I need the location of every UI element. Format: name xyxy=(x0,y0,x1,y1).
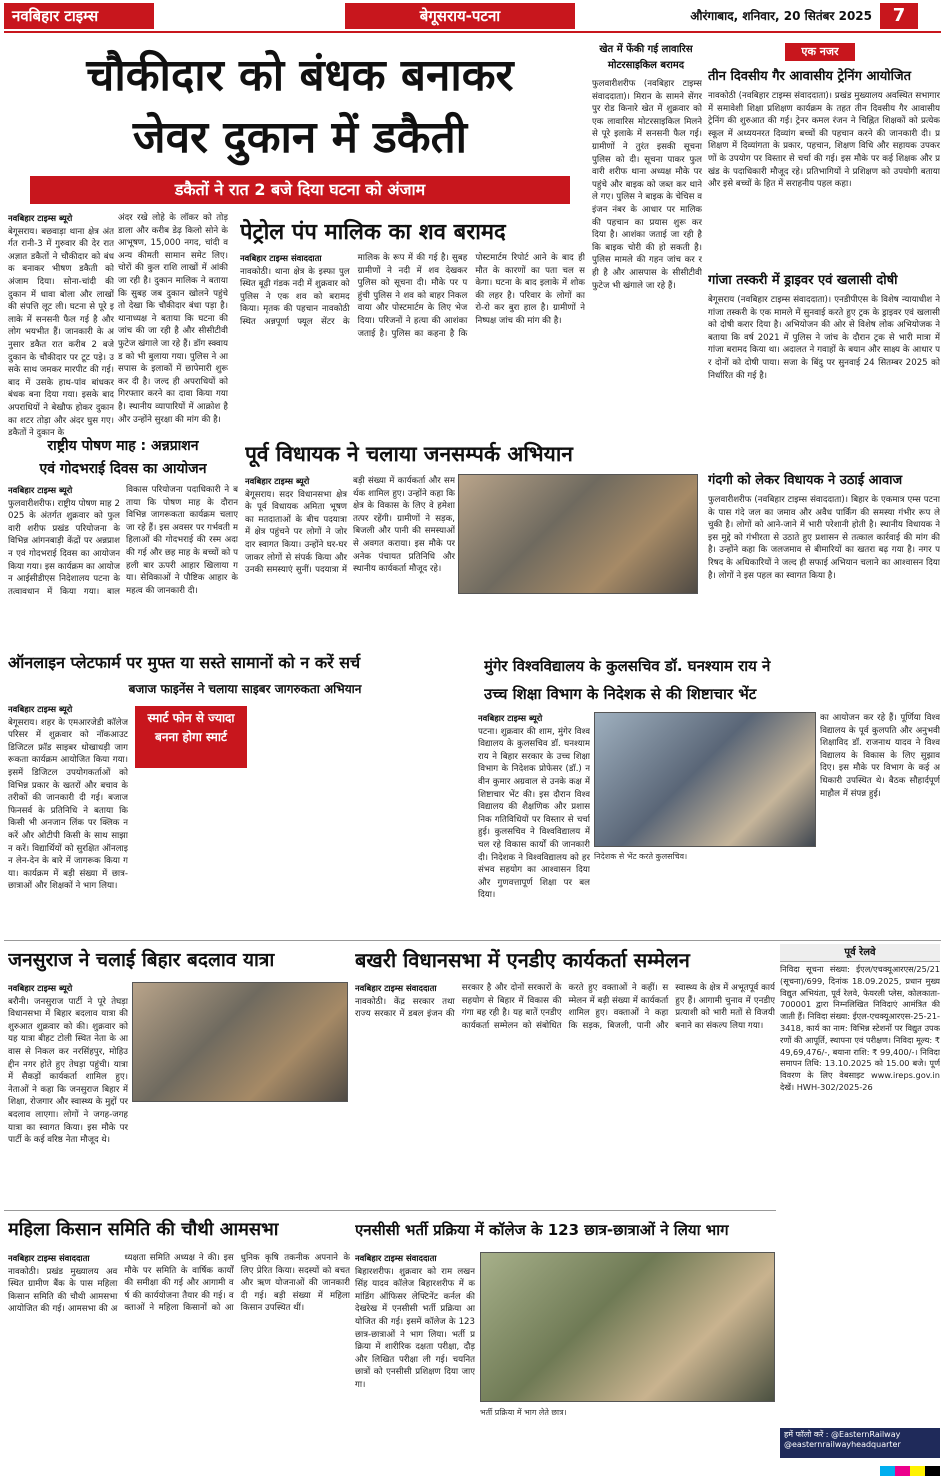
poshan-byline: नवबिहार टाइम्स ब्यूरो xyxy=(8,485,73,495)
ek-nazar-title-1: तीन दिवसीय गैर आवासीय ट्रेनिंग आयोजित xyxy=(708,69,912,84)
ncc-headline: एनसीसी भर्ती प्रक्रिया में कॉलेज के 123 छात्र-छात्राओं ने लिया भाग xyxy=(355,1221,729,1239)
jansuraj-text: बरौनी। जनसुराज पार्टी ने पूरे तेघड़ा विधानसभा में बिहार बदलाव यात्रा की शुरुआत शुक्रवार को की। शुक्रवार को यह यात्रा बीहट टोली स्थित नेता के आवास से निकल कर नरसिंहपुर, मोहिउद्दीन नगर होते हुए तेघड़ा पहुंची। यात्रा में सैकड़ों कार्यकर्ता शामिल हुए। नेताओं ने कहा कि जनसुराज बिहार में शिक्षा, रोजगार और स्वास्थ्य के मुद्दों पर बदलाव लाएगा। लोगों ने जगह-जगह यात्रा का स्वागत किया। इस मौके पर पार्टी के कई वरिष्ठ नेता मौजूद थे। xyxy=(8,996,128,1146)
online-text: बेगूसराय। शहर के एमआरजेडी कॉलेज परिसर में शुक्रवार को नॉकआउट डिजिटल फ्रॉड साइबर धोखाधड़ी जागरूकता कार्यक्रम आयोजित किया गया। इसमें डिजिटल उपयोगकर्ताओं को विभिन्न प्रकार के खतरों और बचाव के तरीकों की जानकारी दी गई। बजाज फिनसर्व के प्रतिनिधि ने बताया कि किसी भी अनजान लिंक पर क्लिक न करें और ओटीपी किसी के साथ साझा न करें। विद्यार्थियों को सुरक्षित ऑनलाइन लेन-देन के बारे में जागरूक किया गया। कार्यक्रम में बड़ी संख्या में छात्र-छात्राओं और शिक्षकों ने भाग लिया। xyxy=(8,717,128,892)
rail-notice-body xyxy=(780,964,940,1426)
former-mla-byline: नवबिहार टाइम्स ब्यूरो xyxy=(245,476,310,486)
petrol-text: नावकोठी। थाना क्षेत्र के इस्फा पुल स्थित बूढ़ी गंडक नदी में शुक्रवार को पुलिस ने एक शव को बरामद किया। मृतक की पहचान नावकोठी स्थित अन्नपूर्णा फ्यूल सेंटर के मालिक के रूप में की गई है। सुबह ग्रामीणों ने नदी में शव देखकर पुलिस को सूचना दी। मौके पर पहुंची पुलिस ने शव को बाहर निकलवाया और पोस्टमार्टम के लिए भेज दिया। परिजनों ने हत्या की आशंका जताई है। पुलिस का कहना है कि पोस्टमार्टम रिपोर्ट आने के बाद ही मौत के कारणों का पता चल सकेगा। घटना के बाद इलाके में शोक की लहर है। परिवार के लोगों का रो-रो कर बुरा हाल है। ग्रामीणों ने निष्पक्ष जांच की मांग की है। xyxy=(240,253,585,339)
munger-body xyxy=(478,712,590,934)
poshan-body xyxy=(8,484,238,646)
cmyk-marks xyxy=(880,1466,940,1476)
poshan-text: फुलवारीशरीफ। राष्ट्रीय पोषण माह 2025 के अंतर्गत शुक्रवार को फुलवारी शरीफ प्रखंड परियोजना के विभिन्न आंगनबाड़ी केंद्रों पर अन्नप्राशन एवं गोदभराई दिवस का आयोजन किया गया। इस कार्यक्रम का आयोजन आईसीडीएस निदेशालय पटना के तत्वावधान में किया गया। बाल विकास परियोजना पदाधिकारी ने बताया कि पोषण माह के दौरान विभिन्न जागरूकता कार्यक्रम चलाए जा रहे हैं। इस अवसर पर गर्भवती महिलाओं की गोदभराई की रस्म अदा की गई और छह माह के बच्चों को पहली बार ऊपरी आहार खिलाया गया। सेविकाओं ने पौष्टिक आहार के महत्व की जानकारी दी। xyxy=(8,485,238,597)
lead-body-col2 xyxy=(118,212,228,448)
former-mla-headline: पूर्व विधायक ने चलाया जनसम्पर्क अभियान xyxy=(245,442,573,466)
former-mla-photo xyxy=(458,474,698,594)
online-subhead: बजाज फाइनेंस ने चलाया साइबर जागरुकता अभियान xyxy=(128,682,362,696)
ek-nazar-text-3: फुलवारीशरीफ (नवबिहार टाइम्स संवाददाता)। बिहार के एकमात्र एम्स पटना के पास गंदे जल का जमाव और अवैध पार्किंग की समस्या गंभीर रूप ले चुकी है। लोगों को आने-जाने में भारी परेशानी होती है। स्थानीय विधायक ने इस मुद्दे को गंभीरता से उठाते हुए प्रशासन से तत्काल कार्रवाई की मांग की है। उन्होंने कहा कि जलजमाव से बीमारियों का खतरा बढ़ गया है। नगर परिषद के अधिकारियों ने जल्द ही सफाई अभियान चलाने का आश्वासन दिया है। लोगों ने इस पहल का स्वागत किया है। xyxy=(708,495,940,581)
edition-label: बेगूसराय-पटना xyxy=(345,3,575,29)
lead-text-1: बेगूसराय। बछवाड़ा थाना क्षेत्र अंतर्गत रानी-3 में गुरुवार की देर रात अज्ञात डकैतों ने चौकीदार को बंधक बनाकर भीषण डकैती को अंजाम दिया। सोना-चांदी की दुकान में धावा बोला और लाखों की संपत्ति लूट ली। घटना से पूरे इलाके में सनसनी फैल गई है और लोग भयभीत हैं। जानकारी के अनुसार डकैत रात करीब 2 बजे दुकान के चौकीदार पर टूट पड़े। उसके साथ जमकर मारपीट की गई। बाद में उसके हाथ-पांव बांधकर बंधक बना दिया गया। इसके बाद अपराधियों ने बेखौफ होकर दुकान का शटर तोड़ा और अंदर घुस गए। डकैतों ने दुकान के xyxy=(8,226,114,439)
munger-text-2: का आयोजन कर रहे हैं। पूर्णिया विश्वविद्यालय के पूर्व कुलपति और अनुभवी शिक्षाविद डॉ. राजनाथ यादव ने विश्वविद्यालय के विकास के लिए सुझाव दिए। इस मौके पर विभाग के कई अधिकारी उपस्थित थे। बैठक सौहार्दपूर्ण माहौल में संपन्न हुई। xyxy=(820,713,940,799)
munger-headline-1: मुंगेर विश्वविद्यालय के कुलसचिव डॉ. घनश्याम राय ने xyxy=(484,657,771,675)
lead-body-col1 xyxy=(8,212,114,448)
ek-nazar-title-3: गंदगी को लेकर विधायक ने उठाई आवाज xyxy=(708,473,903,488)
mahila-text: नावकोठी। प्रखंड मुख्यालय अवस्थित ग्रामीण बैंक के पास महिला किसान समिति की चौथी आमसभा आयोजित की गई। आमसभा की अध्यक्षता समिति अध्यक्ष ने की। इस मौके पर समिति के वार्षिक कार्यों की समीक्षा की गई और आगामी वर्ष की कार्ययोजना तैयार की गई। वक्ताओं ने महिला किसानों को आधुनिक कृषि तकनीक अपनाने के लिए प्रेरित किया। सदस्यों को बचत और ऋण योजनाओं की जानकारी दी गई। बड़ी संख्या में महिला किसान उपस्थित थीं। xyxy=(8,1253,350,1315)
ek-nazar-body-1 xyxy=(708,90,940,267)
online-byline: नवबिहार टाइम्स ब्यूरो xyxy=(8,704,73,714)
online-headline: ऑनलाइन प्लेटफार्म पर मुफ्त या सस्ते सामानों को न करें सर्च xyxy=(8,653,361,672)
poshan-headline-2: एवं गोदभराई दिवस का आयोजन xyxy=(39,461,207,477)
mahila-byline: नवबिहार टाइम्स संवाददाता xyxy=(8,1253,90,1263)
ncc-body xyxy=(355,1252,475,1462)
petrol-headline: पेट्रोल पंप मालिक का शव बरामद xyxy=(240,220,506,245)
poshan-headline-1: राष्ट्रीय पोषण माह : अन्नप्राशन xyxy=(47,438,199,454)
box-top-body xyxy=(592,78,702,448)
ek-nazar-body-2 xyxy=(708,294,940,464)
ncc-byline: नवबिहार टाइम्स संवाददाता xyxy=(355,1253,437,1263)
petrol-body xyxy=(240,252,585,447)
rail-notice-label: पूर्व रेलवे xyxy=(780,944,940,962)
bakhri-body xyxy=(355,982,775,1204)
former-mla-text: बेगूसराय। सदर विधानसभा क्षेत्र के पूर्व विधायक अमिता भूषण का मतदाताओं के बीच पदयात्रा में क्षेत्र पहुंचने पर लोगों ने जोरदार स्वागत किया। उन्होंने घर-घर जाकर लोगों से संपर्क किया और उनकी समस्याएं सुनीं। पदयात्रा में बड़ी संख्या में कार्यकर्ता और समर्थक शामिल हुए। उन्होंने कहा कि क्षेत्र के विकास के लिए वे हमेशा तत्पर रहेंगी। ग्रामीणों ने सड़क, बिजली और पानी की समस्याओं से अवगत कराया। इस मौके पर अनेक पंचायत प्रतिनिधि और स्थानीय कार्यकर्ता मौजूद रहे। xyxy=(245,476,455,576)
munger-caption: निदेशक से भेंट करते कुलसचिव। xyxy=(594,852,688,861)
bakhri-headline: बखरी विधानसभा में एनडीए कार्यकर्ता सम्मेलन xyxy=(355,948,690,972)
munger-headline-2: उच्च शिक्षा विभाग के निदेशक से की शिष्टाचार भेंट xyxy=(484,685,757,703)
ek-nazar-body-3 xyxy=(708,494,940,649)
jansuraj-headline: जनसुराज ने चलाई बिहार बदलाव यात्रा xyxy=(8,949,275,971)
issue-date: औरंगाबाद, शनिवार, 20 सितंबर 2025 xyxy=(690,9,872,23)
munger-body-2 xyxy=(820,712,940,934)
online-body xyxy=(8,703,128,933)
munger-text: पटना। शुक्रवार की शाम, मुंगेर विश्वविद्यालय के कुलसचिव डॉ. घनश्याम राय ने बिहार सरकार के उच्च शिक्षा विभाग के निदेशक प्रोफेसर (डॉ.) नवीन कुमार अग्रवाल से उनके कक्ष में शिष्टाचार भेंट की। इस दौरान विश्वविद्यालय की शैक्षणिक और प्रशासनिक गतिविधियों पर विस्तार से चर्चा हुई। कुलसचिव ने विश्वविद्यालय में चल रहे विकास कार्यों की जानकारी दी। निदेशक ने विश्वविद्यालय को हर संभव सहयोग का आश्वासन दिया और गुणवत्तापूर्ण शिक्षा पर बल दिया। xyxy=(478,726,590,901)
lead-text-2: अंदर रखे लोहे के लॉकर को तोड़ डाला और करीब डेढ़ किलो सोने के आभूषण, 15,000 नगद, चांदी व अन्य कीमती सामान समेट लिए। चोरों की कुल राशि लाखों में आंकी जा रही है। दुकान मालिक ने बताया कि सुबह जब दुकान खोलने पहुंचे तो देखा कि चौकीदार बंधा पड़ा है। थानाध्यक्ष ने बताया कि घटना की जांच की जा रही है और सीसीटीवी फुटेज खंगाले जा रहे हैं। डॉग स्क्वायड को भी बुलाया गया। पुलिस ने आसपास के इलाकों में छापेमारी शुरू कर दी है। जल्द ही अपराधियों को गिरफ्तार करने का दावा किया गया है। स्थानीय व्यापारियों में आक्रोश है और उन्होंने सुरक्षा की मांग की है। xyxy=(118,213,228,425)
jansuraj-byline: नवबिहार टाइम्स ब्यूरो xyxy=(8,983,73,993)
jansuraj-body xyxy=(8,982,128,1204)
munger-photo xyxy=(594,712,816,847)
munger-byline: नवबिहार टाइम्स ब्यूरो xyxy=(478,713,543,723)
online-pull-quote: स्मार्ट फोन से ज्यादा बनना होगा स्मार्ट xyxy=(135,706,247,768)
rail-notice-text: निविदा सूचना संख्या: ईएल/एचक्यूआरएस/25/21 (सूचना)/699, दिनांक 18.09.2025, प्रधान मुख्य विद्युत अभियंता, पूर्व रेलवे, फेयरली प्लेस, कोलकाता-700001 द्वारा निम्नलिखित निविदाएं आमंत्रित की जाती हैं। निविदा संख्या: ईएल-एचक्यूआरएस-25-21-3418, कार्य का नाम: विभिन्न स्टेशनों पर विद्युत उपकरणों की आपूर्ति, स्थापना एवं परीक्षण। निविदा मूल्य: ₹ 49,69,476/-, बयाना राशि: ₹ 99,400/-। निविदा समापन तिथि: 13.10.2025 को 15.00 बजे। पूर्ण विवरण के लिए वेबसाइट www.ireps.gov.in देखें। HWH-302/2025-26 xyxy=(780,964,940,1092)
bakhri-byline: नवबिहार टाइम्स संवाददाता xyxy=(355,983,437,993)
ncc-text: बिहारशरीफ। शुक्रवार को राम लखन सिंह यादव कॉलेज बिहारशरीफ में कमांडिंग ऑफिसर लेफ्टिनेंट कर्नल की देखरेख में एनसीसी भर्ती प्रक्रिया आयोजित की गई। इसमें कॉलेज के 123 छात्र-छात्राओं ने भाग लिया। भर्ती प्रक्रिया में शारीरिक दक्षता परीक्षा, दौड़ और लिखित परीक्षा ली गई। चयनित छात्रों को एनसीसी प्रशिक्षण दिया जाएगा। xyxy=(355,1266,475,1390)
lead-byline: नवबिहार टाइम्स ब्यूरो xyxy=(8,213,73,223)
lead-headline-1: चौकीदार को बंधक बनाकर xyxy=(86,50,514,101)
rail-notice-footer: हमें फॉलो करें : @EasternRailway @easternrailwayheadquarter xyxy=(780,1428,940,1458)
page-number: 7 xyxy=(880,3,918,29)
ek-nazar-text-2: बेगूसराय (नवबिहार टाइम्स संवाददाता)। एनडीपीएस के विशेष न्यायाधीश ने गांजा तस्करी के एक मामले में सुनवाई करते हुए ट्रक के ड्राइवर एवं खलासी को दोषी करार दिया है। अभियोजन की ओर से विशेष लोक अभियोजक ने बताया कि वर्ष 2021 में पुलिस ने जांच के दौरान ट्रक से भारी मात्रा में गांजा बरामद किया था। अदालत ने गवाहों के बयान और साक्ष्य के आधार पर दोनों को दोषी पाया। सजा के बिंदु पर सुनवाई 24 सितम्बर 2025 को निर्धारित की गई है। xyxy=(708,295,940,381)
lead-subhead: डकैतों ने रात 2 बजे दिया घटना को अंजाम xyxy=(30,176,570,204)
bakhri-text: नावकोठी। केंद्र सरकार तथा राज्य सरकार में डबल इंजन की सरकार है और दोनों सरकारों के सहयोग से बिहार में विकास की गंगा बह रही है। यह बातें एनडीए कार्यकर्ता सम्मेलन को संबोधित करते हुए वक्ताओं ने कहीं। सम्मेलन में बड़ी संख्या में कार्यकर्ता शामिल हुए। वक्ताओं ने कहा कि सड़क, बिजली, पानी और स्वास्थ्य के क्षेत्र में अभूतपूर्व कार्य हुए हैं। आगामी चुनाव में एनडीए प्रत्याशी को भारी मतों से विजयी बनाने का संकल्प लिया गया। xyxy=(355,983,775,1031)
jansuraj-photo xyxy=(132,982,348,1102)
lead-headline-2: जेवर दुकान में डकैती xyxy=(132,112,468,163)
box-top-headline-1: खेत में फेंकी गई लावारिस xyxy=(599,44,693,55)
mahila-headline: महिला किसान समिति की चौथी आमसभा xyxy=(8,1219,279,1240)
ncc-caption: भर्ती प्रक्रिया में भाग लेते छात्र। xyxy=(480,1408,567,1417)
box-top-text: फुलवारीशरीफ (नवबिहार टाइम्स संवाददाता)। मिरान के सामने सेंगरपुर रोड किनारे खेत में शुक्रवार को एक लावारिस मोटरसाइकिल मिलने से पूरे इलाके में सनसनी फैल गई। ग्रामीणों ने तुरंत इसकी सूचना पुलिस को दी। सूचना पाकर फुलवारी शरीफ थाना अध्यक्ष मौके पर पहुंचे और बाइक को जब्त कर थाने ले गए। पुलिस ने बाइक के चेचिस व इंजन नंबर के आधार पर मालिक की पहचान का प्रयास शुरू कर दिया है। आशंका जताई जा रही है कि बाइक चोरी की हो सकती है। पुलिस मामले की गहन जांच कर रही है और आसपास के सीसीटीवी फुटेज भी खंगाले जा रहे हैं। xyxy=(592,79,702,291)
box-top-headline-2: मोटरसाइकिल बरामद xyxy=(607,60,685,71)
ek-nazar-text-1: नावकोठी (नवबिहार टाइम्स संवाददाता)। प्रखंड मुख्यालय अवस्थित सभागार में समावेशी शिक्षा प्रशिक्षण कार्यक्रम के तहत तीन दिवसीय गैर आवासीय ट्रेनिंग की शुरुआत की गई। ट्रेनर कमल रंजन ने चिह्नित शिक्षकों को प्रत्येक स्कूल में अध्ययनरत दिव्यांग बच्चों की पहचान करने की जानकारी दी। प्रशिक्षण में दिव्यांगता के प्रकार, पहचान, शिक्षण विधि और सहायक उपकरणों के उपयोग पर विस्तार से चर्चा की गई। इस मौके पर कई शिक्षक और प्रखंड के पदाधिकारी मौजूद रहे। प्रतिभागियों ने प्रशिक्षण को उपयोगी बताया और इसे बच्चों के हित में सराहनीय पहल कहा। xyxy=(708,91,940,190)
ncc-photo xyxy=(480,1252,775,1402)
mahila-body xyxy=(8,1252,350,1462)
masthead xyxy=(0,0,945,34)
ek-nazar-title-2: गांजा तस्करी में ड्राइवर एवं खलासी दोषी xyxy=(708,273,898,288)
petrol-byline: नवबिहार टाइम्स संवाददाता xyxy=(240,253,322,263)
ek-nazar-label: एक नजर xyxy=(785,43,855,61)
paper-name: नवबिहार टाइम्स xyxy=(4,3,154,29)
former-mla-body xyxy=(245,475,455,647)
